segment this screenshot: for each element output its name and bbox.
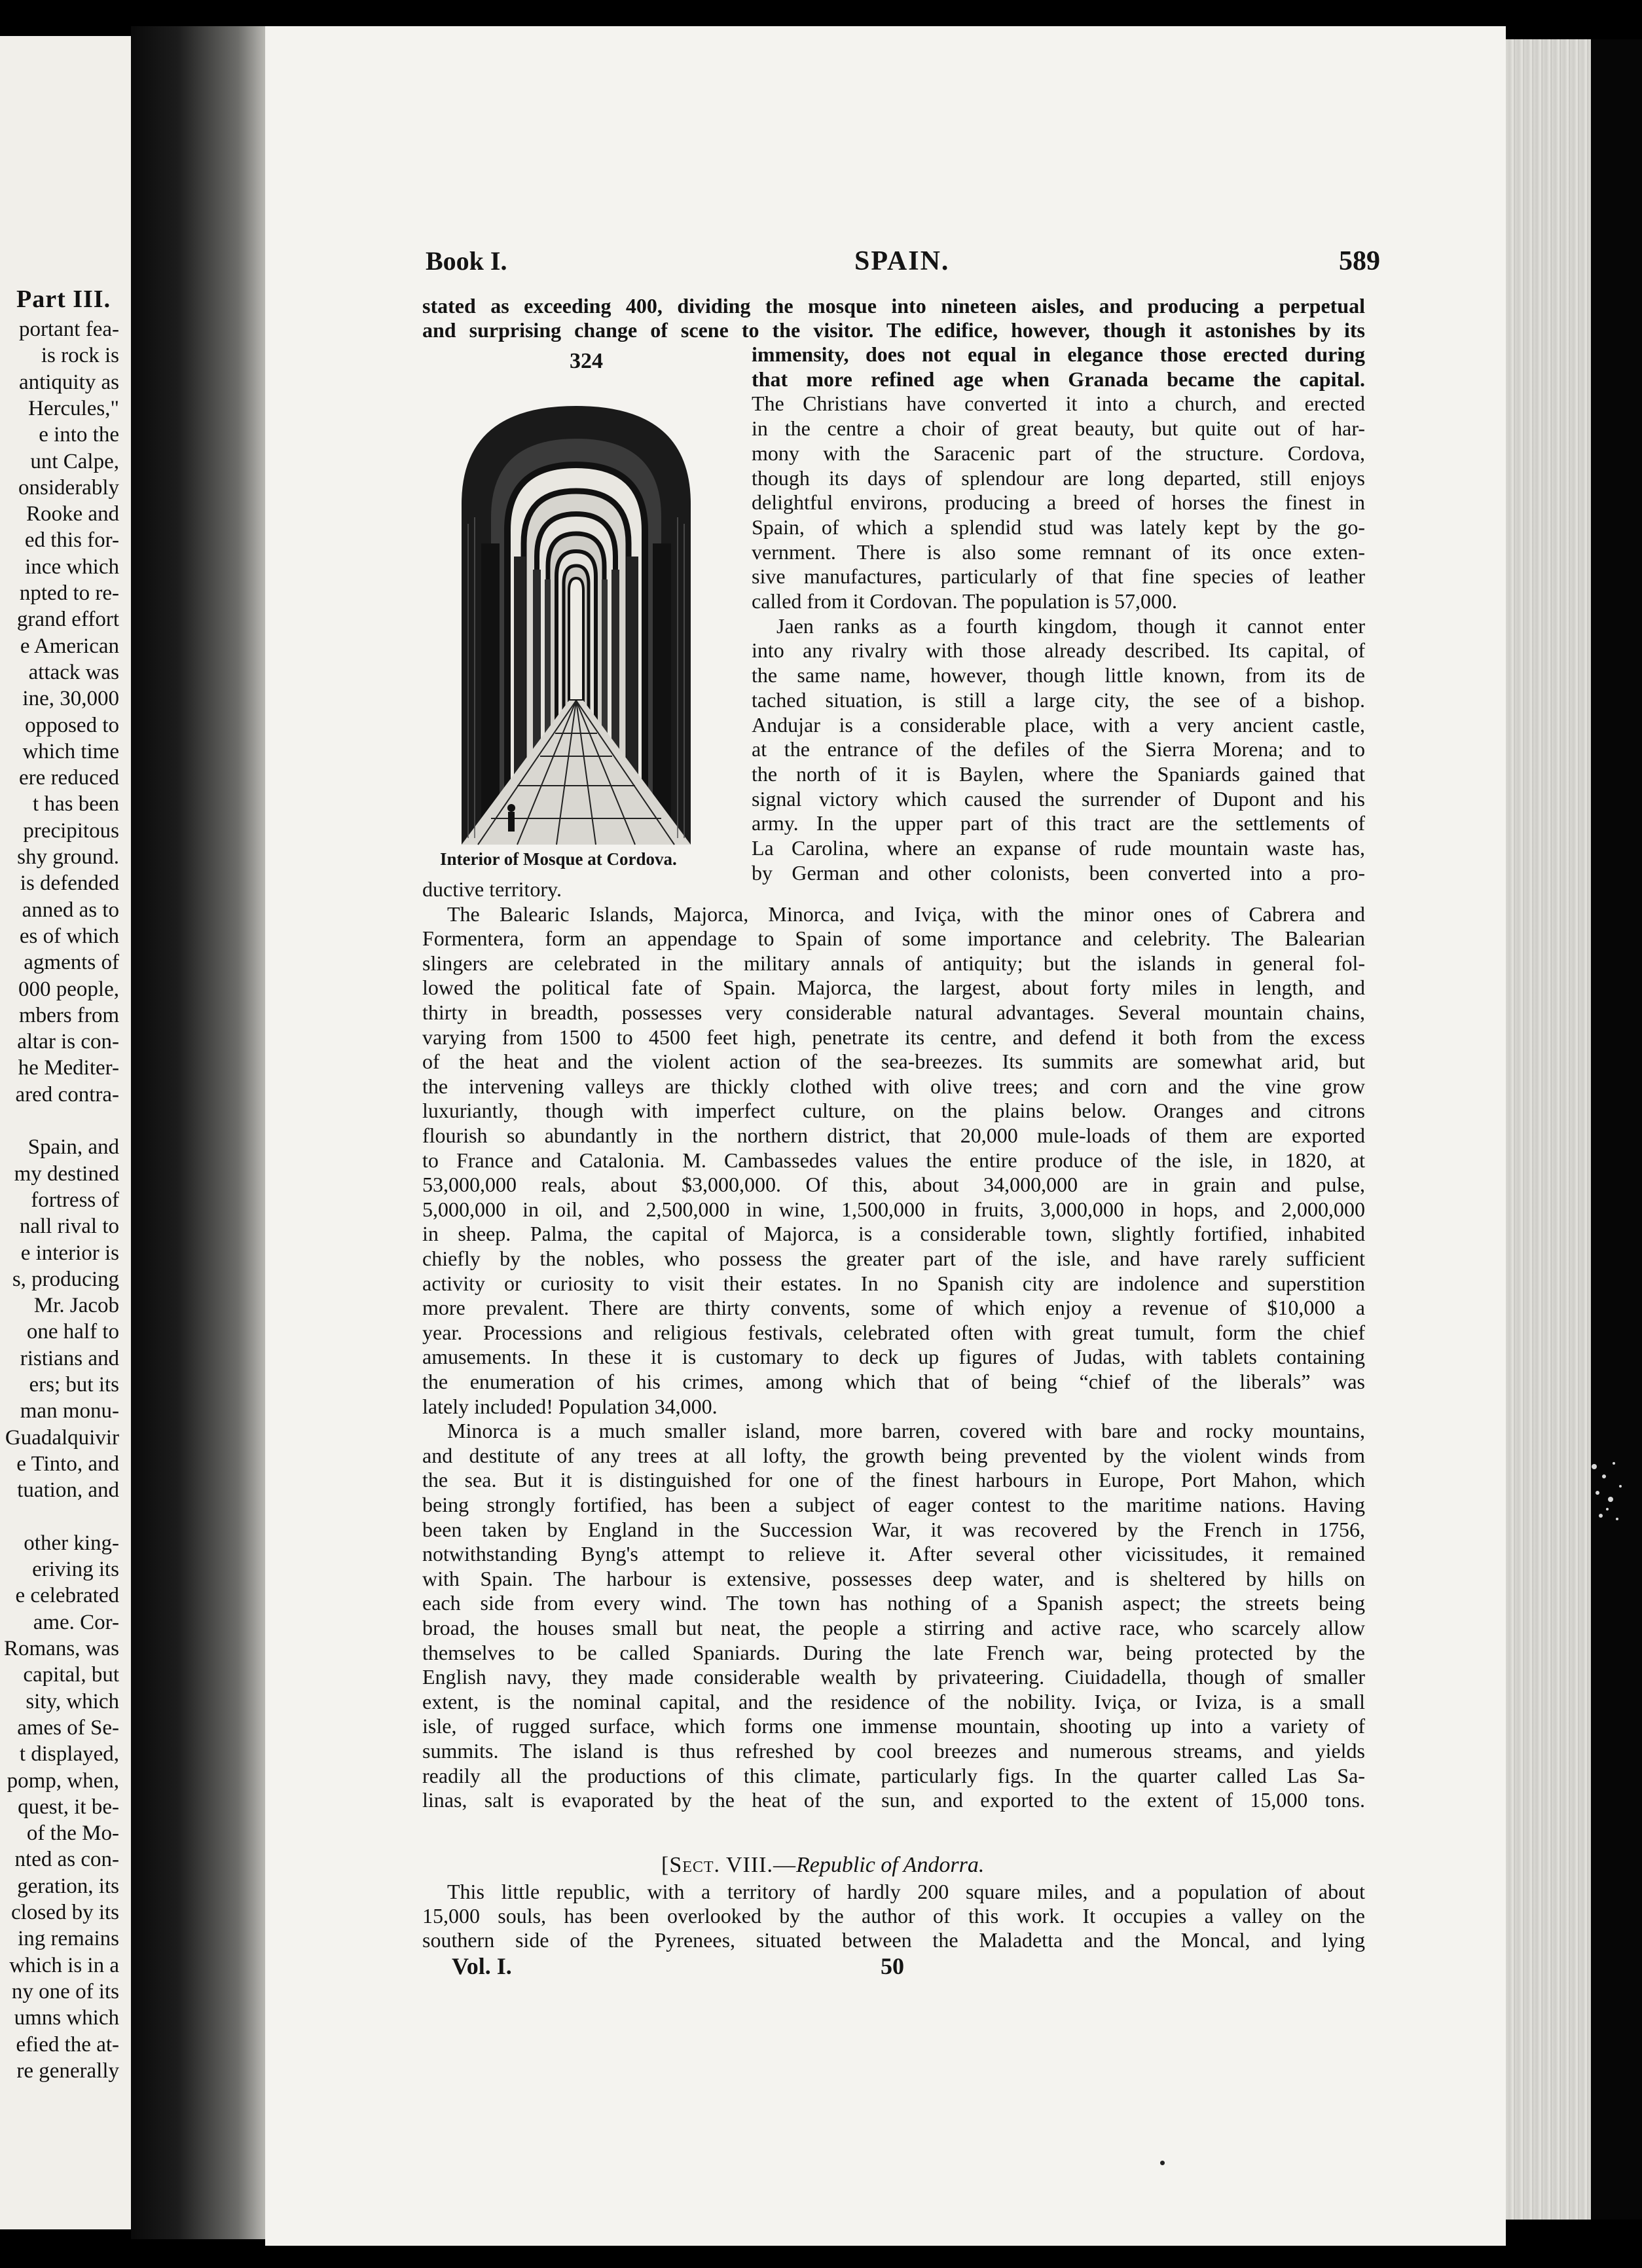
body-line: by German and other colonists, been converted into a pro- (752, 860, 1365, 885)
body-line: flourish so abundantly in the northern district, that 20,000 mule-loads of them are exported (422, 1124, 1365, 1147)
footer-volume: Vol. I. (452, 1953, 512, 1979)
left-text-line: Rooke and (26, 502, 119, 526)
body-line: La Carolina, where an expanse of rude mountain waste has, (752, 836, 1365, 860)
left-text-line: precipitous (23, 818, 119, 843)
running-head-title: SPAIN. (854, 246, 950, 276)
left-text-line: s, producing (12, 1267, 119, 1291)
left-text-line: is rock is (41, 344, 119, 368)
body-line: Spain, of which a splendid stud was lately kept by the go- (752, 515, 1365, 539)
body-line: isle, of rugged surface, which forms one immense mountain, shooting up into a variety of (422, 1714, 1365, 1738)
scan-speckle (1588, 1454, 1627, 1532)
body-line: Jaen ranks as a fourth kingdom, though it cannot enter (776, 613, 1365, 638)
left-text-line: shy ground. (17, 845, 119, 869)
body-line: English navy, they made considerable wealth by privateering. Ciuidadella, though of smaller (422, 1665, 1365, 1689)
body-line: varying from 1500 to 4500 feet high, penetrate its centre, and defend it both from the excess (422, 1025, 1365, 1049)
page-edges (1506, 39, 1591, 2220)
body-line: the sea. But it is distinguished for one of the finest harbours in Europe, Port Mahon, which (422, 1468, 1365, 1492)
body-line: in the centre a choir of great beauty, but quite out of har- (752, 416, 1365, 441)
left-text-line: ince which (25, 555, 119, 579)
body-line: 5,000,000 in oil, and 2,500,000 in wine, 1,500,000 in fruits, 3,000,000 in hops, and 2,000,000 (422, 1197, 1365, 1221)
left-text-line: which is in a (9, 1953, 119, 1977)
left-text-line: unt Calpe, (30, 449, 119, 473)
left-text-line: other king- (24, 1531, 119, 1555)
left-text-line: is defended (20, 871, 119, 896)
body-line: being strongly fortified, has been a subject of eager contest to the maritime nations. Having (422, 1493, 1365, 1516)
body-line: signal victory which caused the surrender of Dupont and his (752, 786, 1365, 811)
body-line: tached situation, is still a large city, the see of a bishop. (752, 687, 1365, 712)
left-text-line: ers; but its (29, 1373, 119, 1397)
body-line: Andujar is a considerable place, with a very ancient castle, (752, 712, 1365, 737)
body-line: been taken by England in the Succession War, it was recovered by the French in 1756, (422, 1517, 1365, 1541)
left-text-line: ing remains (18, 1927, 119, 1951)
left-text-line: sity, which (26, 1689, 119, 1713)
left-text-line: which time (22, 739, 119, 763)
figure-caption: Interior of Mosque at Cordova. (440, 849, 677, 869)
body-line: activity or curiosity to visit their estates. In no Spanish city are indolence and superstition (422, 1271, 1365, 1295)
left-text-line: e celebrated (15, 1584, 119, 1608)
body-line: southern side of the Pyrenees, situated between the Maladetta and the Moncal, and lying (422, 1928, 1365, 1952)
body-line: notwithstanding Byng's attempt to relieve it. After several other vicissitudes, it remained (422, 1542, 1365, 1566)
body-line: 15,000 souls, has been overlooked by the author of this work. It occupies a valley on the (422, 1904, 1365, 1928)
left-text-line: opposed to (25, 713, 119, 737)
body-line: amusements. In these it is customary to deck up figures of Judas, with tablets containing (422, 1345, 1365, 1369)
body-line: ductive territory. (422, 877, 562, 901)
body-line: delightful environs, producing a breed of horses the finest in (752, 490, 1365, 515)
body-line: mony with the Saracenic part of the structure. Cordova, (752, 441, 1365, 465)
left-text-line: Spain, and (27, 1135, 119, 1160)
body-line: Formentera, form an appendage to Spain of some importance and celebrity. The Balearian (422, 926, 1365, 951)
body-line: with Spain. The harbour is extensive, possesses deep water, and is sheltered by hills on (422, 1566, 1365, 1590)
body-line: 53,000,000 reals, about $3,000,000. Of this, about 34,000,000 are in grain and pulse, (422, 1173, 1365, 1197)
left-text-line: npted to re- (19, 581, 119, 605)
body-line: The Balearic Islands, Majorca, Minorca, and Iviça, with the minor ones of Cabrera and (447, 902, 1365, 926)
running-head-book: Book I. (426, 246, 507, 276)
body-line: slingers are celebrated in the military annals of antiquity; but the islands in general fol- (422, 951, 1365, 975)
left-text-line: agments of (24, 951, 119, 975)
body-line: of the heat and the violent action of the sea-breezes. Its summits are somewhat arid, but (422, 1050, 1365, 1074)
left-text-line: onsiderably (18, 475, 119, 500)
left-text-line: ed this for- (24, 528, 119, 553)
body-line: in sheep. Palma, the capital of Majorca, is a considerable town, slightly fortified, inhabited (422, 1222, 1365, 1246)
left-text-line: ine, 30,000 (22, 687, 119, 711)
left-text-line: Guadalquivir (5, 1425, 119, 1450)
left-text-line: altar is con- (17, 1030, 119, 1054)
left-text-line: man monu- (20, 1399, 119, 1423)
body-line: though its days of splendour are long departed, still enjoys (752, 466, 1365, 490)
body-line: themselves to be called Spaniards. During the late French war, being protected by the (422, 1640, 1365, 1664)
body-line: extent, is the nominal capital, and the residence of the nobility. Iviça, or Iviza, is a small (422, 1689, 1365, 1713)
left-text-line: e interior is (20, 1241, 119, 1265)
body-line: and surprising change of scene to the visitor. The edifice, however, though it astonishes by its (422, 318, 1365, 342)
left-text-line: e Tinto, and (16, 1452, 119, 1476)
left-text-line: t has been (33, 792, 119, 816)
body-line: luxuriantly, though with imperfect culture, on the plains below. Oranges and citrons (422, 1099, 1365, 1123)
left-text-line: closed by its (11, 1901, 119, 1924)
body-line: year. Processions and religious festivals, celebrated often with great tumult, form the chief (422, 1320, 1365, 1344)
body-line: chiefly by the nobles, who possess the greater part of the isle, and have rarely sufficient (422, 1247, 1365, 1270)
body-line: into any rivalry with those already described. Its capital, of (752, 638, 1365, 663)
left-text-line: t displayed, (19, 1742, 119, 1766)
body-line: thirty in breadth, possesses very considerable natural advantages. Several mountain chains, (422, 1000, 1365, 1024)
body-line: to France and Catalonia. M. Cambassedes values the entire produce of the isle, in 1820, at (422, 1148, 1365, 1172)
body-line: the north of it is Baylen, where the Spaniards gained that (752, 761, 1365, 786)
ink-dot (1160, 2161, 1165, 2165)
body-line: This little republic, with a territory of hardly 200 square miles, and a population of about (447, 1880, 1365, 1903)
left-text-line: e into the (39, 423, 119, 447)
left-text-line: Romans, was (4, 1637, 119, 1660)
left-text-line: portant fea- (19, 318, 119, 341)
body-line: broad, the houses small but neat, the people a stirring and active race, who scarcely allow (422, 1616, 1365, 1639)
body-line: stated as exceeding 400, dividing the mosque into nineteen aisles, and producing a perpetual (422, 294, 1365, 318)
left-running-head: Part III. (16, 285, 111, 313)
left-text-line: ristians and (20, 1346, 119, 1370)
left-text-line: mbers from (18, 1003, 119, 1027)
body-line: more prevalent. There are thirty convents, some of which enjoy a revenue of $10,000 a (422, 1296, 1365, 1320)
left-text-line: grand effort (16, 608, 119, 632)
body-line: Minorca is a much smaller island, more barren, covered with bare and rocky mountains, (447, 1419, 1365, 1443)
left-text-line: quest, it be- (18, 1795, 119, 1819)
section-title: Republic of Andorra. (795, 1853, 985, 1877)
left-text-line: ny one of its (11, 1979, 119, 2003)
left-text-line: re generally (16, 2058, 119, 2083)
signature-mark: 50 (881, 1953, 904, 1979)
left-text-line: capital, but (23, 1663, 119, 1687)
left-text-line: fortress of (31, 1188, 119, 1212)
body-line: lowed the political fate of Spain. Majorca, the largest, about forty miles in length, and (422, 976, 1365, 1000)
body-line: The Christians have converted it into a church, and erected (752, 392, 1365, 416)
body-line: vernment. There is also some remnant of its once exten- (752, 540, 1365, 564)
body-line: and destitute of any trees at all lofty, the growth being prevented by the violent winds from (422, 1443, 1365, 1467)
body-line: sive manufactures, particularly of that fine species of leather (752, 564, 1365, 589)
left-text-line: efied the at- (16, 2032, 119, 2057)
left-text-line: es of which (19, 924, 119, 948)
body-line: at the entrance of the defiles of the Sierra Morena; and to (752, 737, 1365, 761)
body-line: the intervening valleys are thickly clothed with olive trees; and corn and the vine grow (422, 1074, 1365, 1098)
body-line: the same name, however, though little known, from its de (752, 663, 1365, 687)
left-text-line: nted as con- (14, 1848, 119, 1872)
left-text-line: one half to (26, 1320, 119, 1344)
body-line: readily all the productions of this climate, particularly figs. In the quarter called Las Sa- (422, 1763, 1365, 1787)
left-text-line: eriving its (32, 1558, 119, 1582)
facing-page-fragment (0, 36, 131, 2229)
left-text-line: ared contra- (15, 1082, 119, 1107)
body-line: the enumeration of his crimes, among which that of being “chief of the liberals” was (422, 1370, 1365, 1393)
left-text-line: geration, its (17, 1874, 119, 1898)
body-line: immensity, does not equal in elegance those erected during (752, 342, 1365, 366)
left-text-line: ames of Se- (17, 1715, 119, 1740)
left-text-line: ame. Cor- (33, 1610, 119, 1634)
body-line: lately included! Population 34,000. (422, 1394, 718, 1418)
left-text-line: 000 people, (18, 977, 119, 1001)
edge-shadow (1591, 39, 1642, 2220)
left-text-line: anned as to (22, 898, 119, 922)
left-text-line: Mr. Jacob (33, 1294, 119, 1318)
left-text-line: attack was (28, 660, 119, 684)
section-number: [Sect. VIII.— (661, 1853, 796, 1877)
left-text-line: tuation, and (17, 1478, 119, 1503)
page-number: 589 (1339, 246, 1380, 276)
body-line: that more refined age when Granada became the capital. (752, 367, 1365, 391)
left-text-line: of the Mo- (26, 1821, 119, 1846)
left-text-line: my destined (14, 1161, 119, 1186)
left-text-line: e American (20, 634, 119, 658)
left-text-line: he Mediter- (18, 1056, 119, 1080)
left-text-line: pomp, when, (7, 1768, 119, 1793)
book-gutter (131, 26, 265, 2239)
left-text-line: umns which (14, 2006, 119, 2030)
left-text-line: antiquity as (18, 370, 119, 394)
body-line: called from it Cordovan. The population is 57,000. (752, 589, 1177, 613)
section-heading (661, 1853, 984, 1878)
mosque-engraving (452, 393, 701, 851)
figure-number: 324 (570, 349, 603, 373)
left-text-line: nall rival to (19, 1215, 119, 1239)
body-line: army. In the upper part of this tract are the settlements of (752, 811, 1365, 835)
body-line: summits. The island is thus refreshed by cool breezes and numerous streams, and yields (422, 1739, 1365, 1763)
body-line: each side from every wind. The town has nothing of a Spanish aspect; the streets being (422, 1591, 1365, 1615)
left-text-line: Hercules," (28, 396, 119, 420)
body-line: linas, salt is evaporated by the heat of the sun, and exported to the extent of 15,000 tons. (422, 1788, 1365, 1812)
left-text-line: ere reduced (19, 766, 119, 790)
